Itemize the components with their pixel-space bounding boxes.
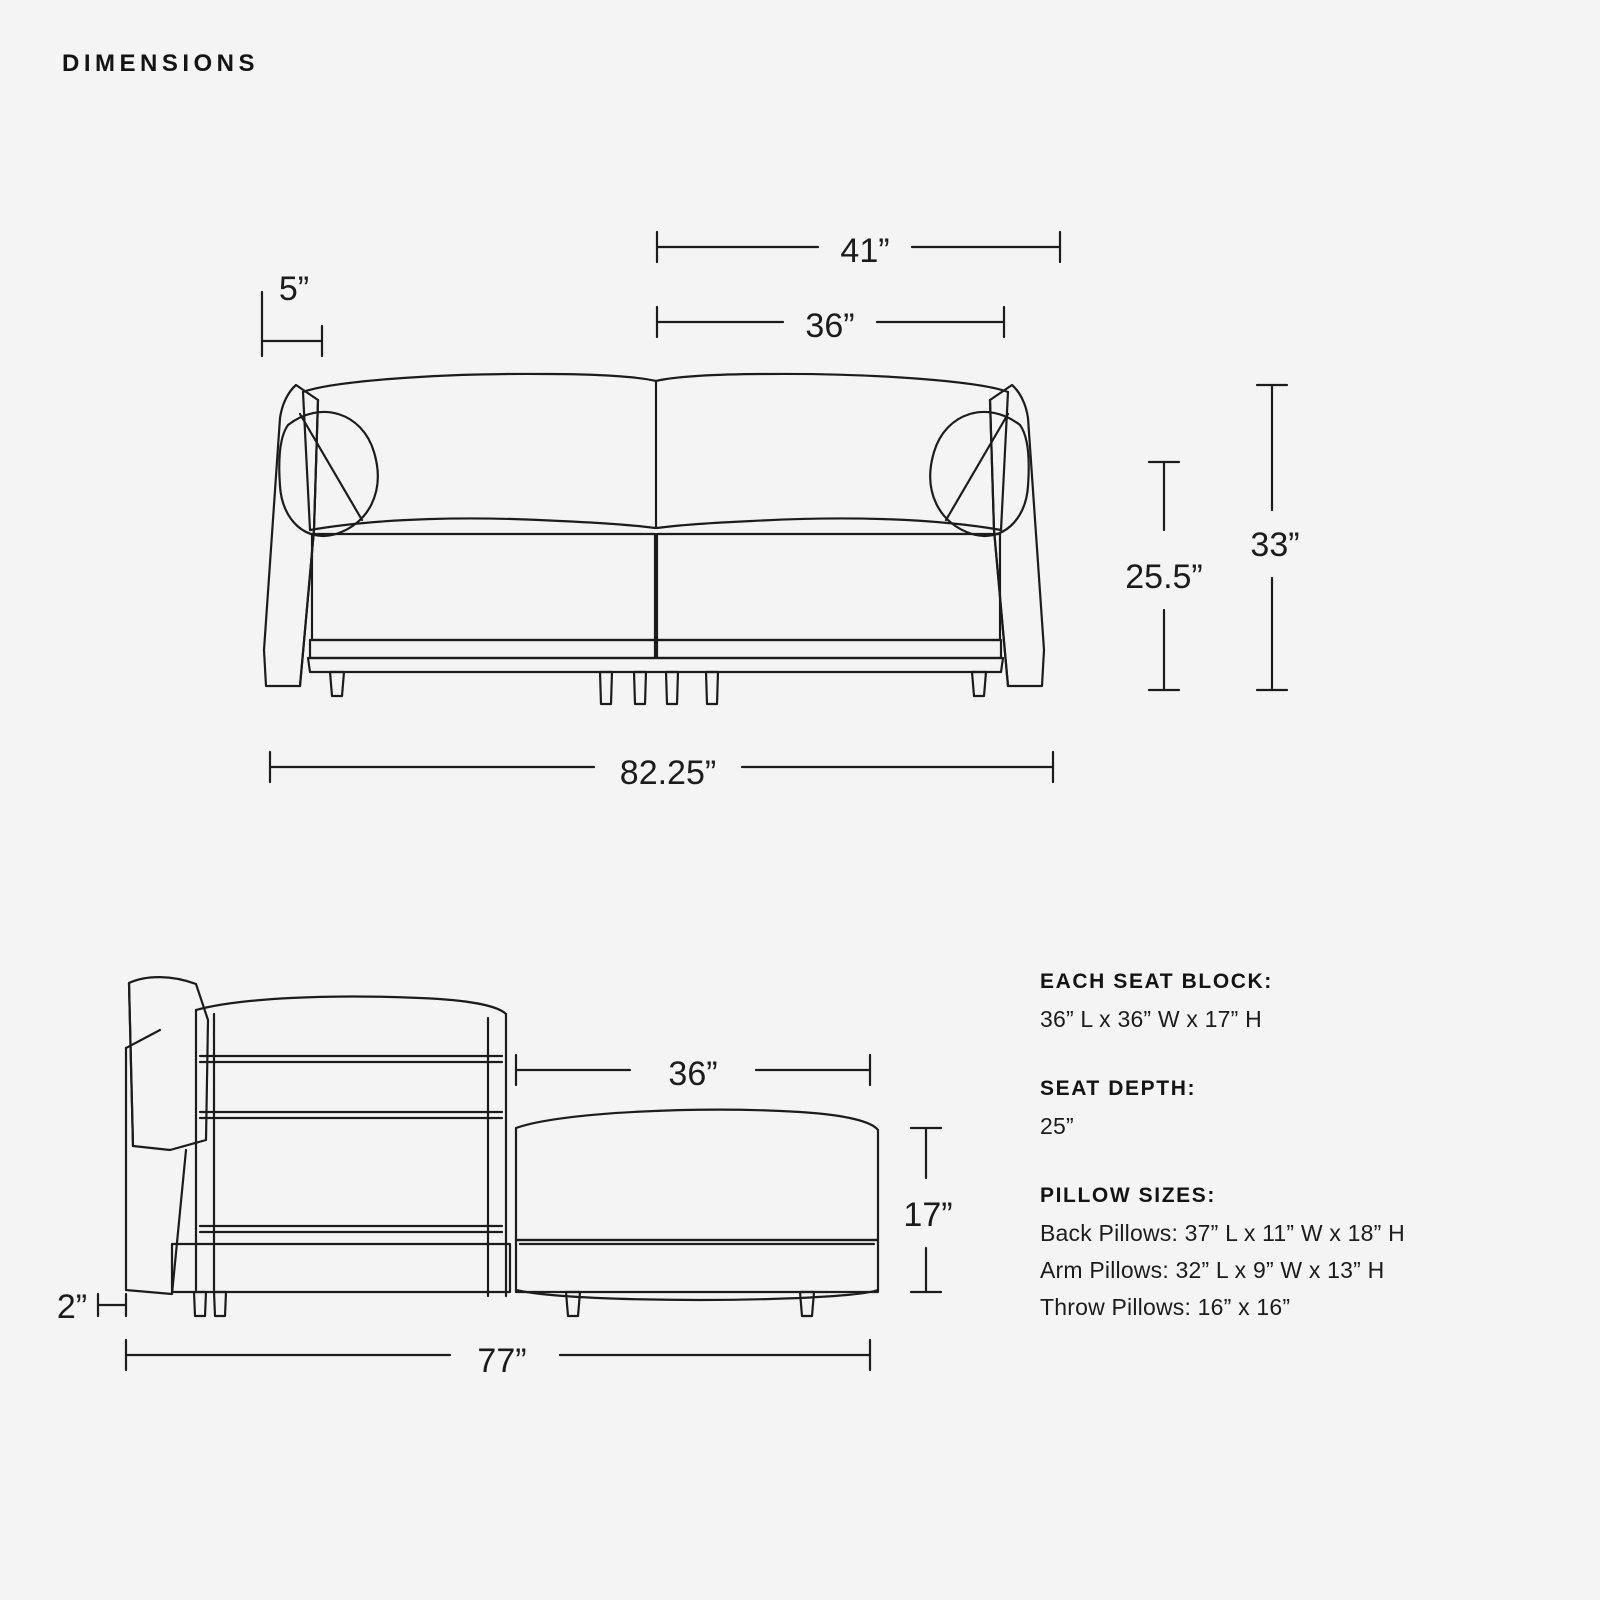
spec-heading: PILLOW SIZES:	[1040, 1184, 1216, 1207]
front-view-sofa	[264, 374, 1044, 704]
spec-group-pillow-sizes	[1040, 1184, 1560, 1321]
label-seat-back-height: 25.5”	[1125, 558, 1203, 596]
front-dimension-lines	[262, 232, 1287, 782]
spec-list	[1040, 970, 1560, 1331]
label-outer-module: 41”	[840, 232, 890, 270]
label-ottoman-depth: 36”	[668, 1055, 718, 1093]
spec-line: Arm Pillows: 32” L x 9” W x 13” H	[1040, 1257, 1385, 1283]
side-dimension-labels	[57, 1055, 953, 1380]
label-total-height: 33”	[1250, 526, 1300, 564]
spec-group-seat-block	[1040, 970, 1560, 1033]
side-view-sofa	[126, 977, 878, 1316]
spec-line: Throw Pillows: 16” x 16”	[1040, 1294, 1291, 1320]
page-title: DIMENSIONS	[62, 50, 260, 77]
spec-heading: EACH SEAT BLOCK:	[1040, 970, 1273, 993]
side-dimension-lines	[98, 1055, 941, 1370]
spec-line: Back Pillows: 37” L x 11” W x 18” H	[1040, 1220, 1405, 1246]
label-leg-height: 2”	[56, 1288, 88, 1326]
spec-group-seat-depth	[1040, 1077, 1560, 1140]
label-arm-width: 5”	[278, 270, 310, 308]
spec-line: 25”	[1040, 1113, 1074, 1139]
front-dimension-labels	[279, 232, 1300, 792]
label-seat-height: 17”	[903, 1196, 953, 1234]
label-total-depth: 77”	[477, 1342, 527, 1380]
label-total-width: 82.25”	[619, 754, 717, 792]
label-seat-module: 36”	[805, 307, 855, 345]
spec-line: 36” L x 36” W x 17” H	[1040, 1006, 1262, 1032]
spec-heading: SEAT DEPTH:	[1040, 1077, 1197, 1100]
